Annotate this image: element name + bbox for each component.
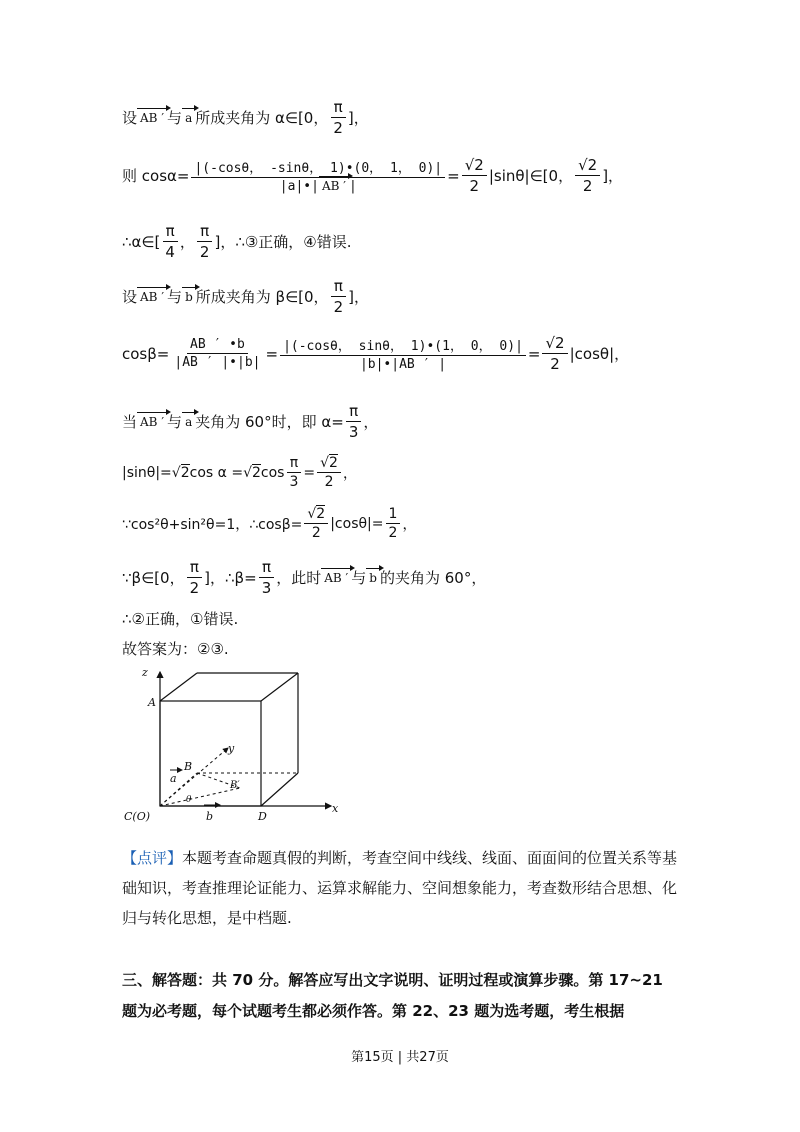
fraction (259, 558, 275, 597)
page-footer: 第15页 | 共27页 (351, 1050, 449, 1065)
denominator: 2 (333, 119, 343, 137)
numerator: π (163, 222, 178, 242)
text: 设 (122, 288, 138, 306)
numerator: π (331, 98, 346, 118)
numerator: |(-cosθ， -sinθ， 1)•(0， 1， 0)| (191, 157, 445, 178)
denominator: 3 (261, 579, 272, 597)
label-vector-b: b (206, 810, 214, 823)
line-11 (122, 638, 229, 659)
fraction (304, 506, 328, 541)
vector-b: b (182, 290, 196, 304)
fraction (187, 558, 203, 597)
text: 与 (167, 109, 183, 127)
vector-b: b (366, 571, 380, 585)
radicand: 2 (180, 464, 190, 481)
numerator: π (346, 402, 361, 422)
denominator: 2 (333, 298, 344, 316)
edge (261, 773, 298, 806)
numerator: π (331, 277, 346, 297)
line-2 (122, 156, 623, 195)
numerator: π (187, 558, 202, 578)
label-z: z (142, 666, 148, 679)
text: |a|•| (279, 179, 319, 194)
comment-text: 本题考查命题真假的判断，考查空间中线线、线面、面面间的位置关系等基础知识，考查推理论证能力、运算求解能力、空间想象能力，考查数形结合思想、化归与转化思想，是中档题. (122, 849, 678, 927)
label-theta: θ (186, 795, 192, 805)
cube-figure (118, 664, 348, 830)
line-7 (122, 455, 357, 490)
fraction (575, 156, 600, 195)
text: ]， (348, 288, 369, 306)
text: 设 (122, 109, 138, 127)
text: |sinθ|= (122, 464, 172, 481)
text: ， (342, 465, 357, 482)
numerator: π (259, 558, 274, 578)
label-y: y (228, 742, 235, 755)
denominator (277, 178, 360, 194)
fraction (162, 222, 178, 261)
text: 的夹角为 60°， (379, 569, 487, 587)
section-heading (122, 965, 682, 1027)
line-10 (122, 608, 238, 629)
line-9 (122, 558, 486, 597)
c-b-line (160, 773, 197, 806)
numerator: √2 (462, 156, 487, 176)
fraction (346, 402, 362, 441)
fraction (386, 506, 401, 541)
fraction (542, 334, 567, 373)
label-x: x (332, 802, 339, 815)
denominator: 4 (165, 243, 175, 261)
text: 与 (167, 288, 183, 306)
text: 与 (351, 569, 367, 587)
denominator: 2 (388, 525, 398, 541)
text: ]，∴③正确，④错误. (214, 233, 352, 251)
numerator: AB ′ •b (187, 337, 248, 354)
text: ∴α∈[ (122, 232, 161, 251)
fraction (330, 98, 346, 137)
numerator: |(-cosθ， sinθ， 1)•(1， 0， 0)| (280, 335, 526, 356)
radicand: 2 (587, 156, 598, 174)
section-text: 三、解答题：共 70 分。解答应写出文字说明、证明过程或演算步骤。第 17~21 题为必考题，每个试题考生都必须作答。第 22、23 题为选考题，考生根据 (122, 971, 663, 1020)
denominator: 2 (199, 243, 210, 261)
text: ∵β∈[0， (122, 569, 185, 587)
edge (160, 673, 197, 701)
line-6 (122, 402, 378, 441)
text: ]，∴β= (204, 569, 257, 587)
vector-ab-prime: AB ′ (321, 571, 351, 585)
fraction (317, 455, 341, 490)
label-b-point: B (184, 760, 193, 773)
numerator: √2 (304, 506, 328, 524)
text: ， (179, 233, 195, 251)
label-a-point: A (148, 696, 156, 709)
radicand: 2 (555, 334, 565, 352)
sqrt: √2 (171, 464, 190, 481)
text: 则 cosα= (122, 167, 190, 185)
numerator: √2 (542, 334, 567, 354)
denominator: |AB ′ |•|b| (174, 355, 261, 370)
vector-ab-prime: AB ′ (137, 290, 167, 304)
label-vector-a: a (170, 772, 177, 785)
radicand: 2 (329, 455, 338, 471)
edge (261, 673, 298, 701)
radicand: 2 (474, 156, 484, 174)
text: 所成夹角为 β∈[0， (195, 288, 329, 306)
sqrt: √2 (243, 464, 261, 481)
text: 所成夹角为 α∈[0， (195, 109, 329, 127)
denominator: 2 (311, 525, 321, 541)
text: |cosθ|= (330, 515, 384, 532)
text: ∵cos²θ+sin²θ=1，∴cosβ= (122, 516, 303, 533)
vector-ab-prime: AB ′ (137, 415, 167, 429)
fraction (280, 335, 526, 372)
ab-prime-line (160, 788, 240, 806)
line-3 (122, 222, 352, 261)
denominator: 2 (582, 177, 593, 195)
text: = (447, 166, 460, 185)
text: 与 (167, 413, 183, 431)
text: |sinθ|∈[0， (488, 167, 574, 185)
denominator: 2 (550, 355, 560, 373)
fraction (286, 455, 301, 490)
text: ， (402, 516, 417, 533)
text: ∴②正确，①错误. (122, 610, 239, 628)
text: = (527, 344, 541, 363)
numerator: √2 (317, 455, 341, 473)
text: ]， (347, 109, 369, 127)
answer-text: 故答案为：②③. (122, 640, 229, 658)
text: cos α = (189, 464, 244, 481)
text: cosβ= (122, 344, 170, 363)
numerator: π (287, 455, 301, 473)
text: 夹角为 60°时，即 α= (195, 413, 344, 431)
fraction (331, 277, 347, 316)
text: ]， (602, 167, 624, 185)
denominator: 2 (469, 177, 480, 195)
text: 当 (122, 413, 138, 431)
denominator: 3 (289, 474, 299, 490)
text: |cosθ|， (569, 345, 630, 363)
front-face (160, 701, 261, 806)
fraction (462, 156, 487, 195)
label-d-point: D (258, 810, 267, 823)
fraction (191, 157, 445, 194)
line-8 (122, 506, 416, 541)
fraction (197, 222, 213, 261)
denominator: 3 (348, 423, 359, 441)
label-origin: C(O) (124, 810, 151, 823)
text: cos (260, 464, 285, 481)
radicand: 2 (251, 464, 261, 481)
text: = (303, 464, 316, 481)
text: ， (363, 413, 379, 431)
line-4 (122, 277, 369, 316)
numerator: √2 (575, 156, 600, 176)
text: ，此时 (276, 569, 322, 587)
label-b-prime: B′ (230, 780, 240, 791)
denominator: 2 (324, 474, 334, 490)
vector-a: a (182, 111, 195, 125)
comment-block (122, 843, 682, 933)
line-5 (122, 334, 629, 373)
comment-tag: 【点评】 (122, 849, 183, 867)
vector-a: a (182, 415, 195, 429)
text: | (348, 179, 357, 194)
numerator: 1 (386, 506, 401, 524)
denominator: 2 (189, 579, 200, 597)
radicand: 2 (316, 506, 326, 522)
fraction (171, 337, 263, 370)
line-1 (122, 98, 369, 137)
numerator: π (197, 222, 212, 242)
text: = (265, 344, 279, 363)
denominator: |b|•|AB ′ | (359, 357, 447, 372)
vector-ab-prime: AB ′ (137, 111, 167, 125)
vector-ab-prime: AB ′ (319, 179, 349, 193)
